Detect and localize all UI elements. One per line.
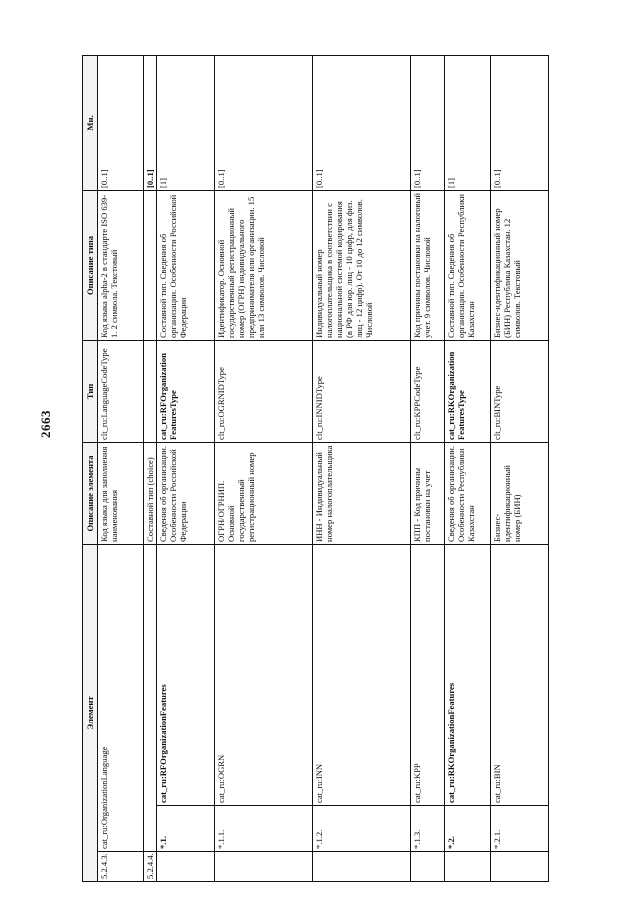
type-description: Индивидуальный номер налогоплательщика в соответствии с национальной системой кодирования (в РФ для юр. лиц - 10 цифр, для физ. лиц - 12 цифр). От 10 до 12 символов. Числовой	[313, 190, 411, 340]
multiplicity: [0..1]	[144, 55, 157, 190]
row-number: *.1.1.	[215, 806, 313, 852]
table-row	[411, 55, 445, 881]
table-row	[144, 55, 157, 881]
indent-cell	[445, 852, 491, 882]
row-number: *.1.	[157, 806, 215, 852]
element-description: ОГРН/ОГРНИП. Основной государственный регистрационный номер	[215, 442, 313, 544]
element-name: cat_ru:OrganizationLanguage	[98, 544, 144, 851]
indent-cell	[411, 852, 445, 882]
multiplicity: [0..1]	[491, 55, 549, 190]
type-description: Составной тип. Сведения об организации. Особенности Республики Казахстан	[445, 190, 491, 340]
element-description: ИНН - Индивидуальный номер налогоплательщика	[313, 442, 411, 544]
indent-cell	[313, 852, 411, 882]
type-description: Идентификатор. Основной государственный регистрационный номер (ОГРН) индивидуального предпринимателя или организации. 15 или 13 символов. Числовой	[215, 190, 313, 340]
element-name: cat_ru:RKOrganizationFeatures	[445, 544, 491, 805]
table-row	[445, 55, 491, 881]
table-row	[215, 55, 313, 881]
specification-table	[82, 55, 549, 882]
type-description: Код причины постановки на налоговый учет. 9 символов. Числовой	[411, 190, 445, 340]
row-number: *.2.1.	[491, 806, 549, 852]
type-name: clt_ru:KPPCodeType	[411, 340, 445, 442]
type-name: cat_ru:RFOrganization FeaturesType	[157, 340, 215, 442]
multiplicity: [1]	[157, 55, 215, 190]
multiplicity: [1]	[445, 55, 491, 190]
row-number: 5.2.4.4.	[144, 852, 157, 882]
table-row	[491, 55, 549, 881]
multiplicity: [0..1]	[411, 55, 445, 190]
element-name: cat_ru:RFOrganizationFeatures	[157, 544, 215, 805]
element-name: cat_ru:OGRN	[215, 544, 313, 805]
header-type-description: Описание типа	[83, 190, 98, 340]
indent-cell	[157, 852, 215, 882]
table-header-row	[83, 55, 98, 881]
multiplicity: [0..1]	[215, 55, 313, 190]
multiplicity: [0..1]	[98, 55, 144, 190]
type-name: clt_ru:LanguageCodeType	[98, 340, 144, 442]
type-description: Код языка alpha-2 в стандарте ISO 639-1. 2 символа. Текстовый	[98, 190, 144, 340]
element-description: Бизнес-идентификационный номер (БИН)	[491, 442, 549, 544]
row-number: *.1.3.	[411, 806, 445, 852]
header-type: Тип	[83, 340, 98, 442]
table-row	[157, 55, 215, 881]
element-name: cat_ru:INN	[313, 544, 411, 805]
type-description: Составной тип. Сведения об организации. Особенности Российской Федерации	[157, 190, 215, 340]
rotated-page	[82, 56, 549, 882]
type-description	[144, 190, 157, 340]
row-number: 5.2.4.3.	[98, 852, 144, 882]
indent-cell	[215, 852, 313, 882]
element-description: Сведения об организации. Особенности Российской Федерации	[157, 442, 215, 544]
type-name	[144, 340, 157, 442]
header-element-description: Описание элемента	[83, 442, 98, 544]
indent-cell	[491, 852, 549, 882]
row-number: *.1.2.	[313, 806, 411, 852]
header-element: Элемент	[83, 544, 98, 881]
type-name: cat_ru:RKOrganization FeaturesType	[445, 340, 491, 442]
element-description: Код языка для заполнения наименования	[98, 442, 144, 544]
type-name: clt_ru:INNIDType	[313, 340, 411, 442]
element-name	[144, 544, 157, 851]
type-name: clt_ru:OGRNIDType	[215, 340, 313, 442]
element-name: cat_ru:KPP	[411, 544, 445, 805]
element-description: Сведения об организации. Особенности Республики Казахстан	[445, 442, 491, 544]
table-row	[313, 55, 411, 881]
element-description: КПП - Код причины постановки на учет	[411, 442, 445, 544]
element-description: Составной тип (choice)	[144, 442, 157, 544]
page-number: 2663	[38, 410, 53, 438]
type-name: clt_ru:BINType	[491, 340, 549, 442]
multiplicity: [0..1]	[313, 55, 411, 190]
table-row	[98, 55, 144, 881]
header-multiplicity: Мн.	[83, 55, 98, 190]
element-name: cat_ru:BIN	[491, 544, 549, 805]
type-description: Бизнес-идентификационный номер (БИН) Республика Казахстан. 12 символов. Текстовый	[491, 190, 549, 340]
row-number: *.2.	[445, 806, 491, 852]
